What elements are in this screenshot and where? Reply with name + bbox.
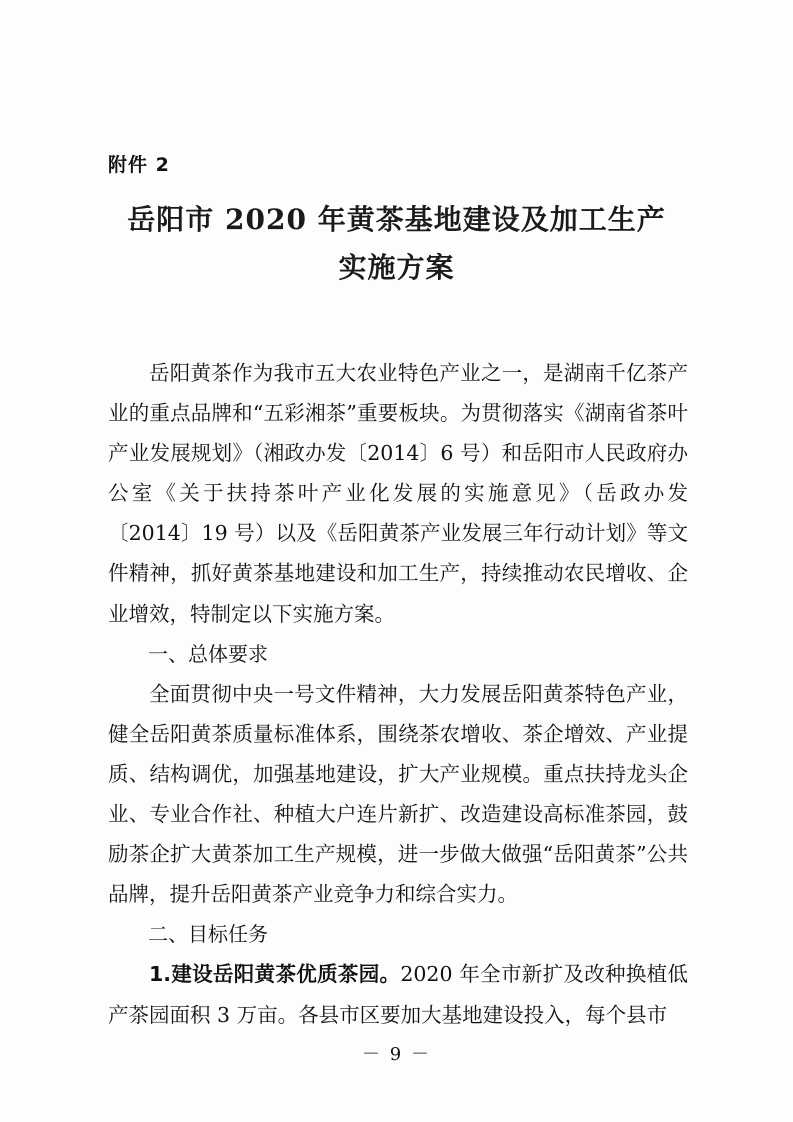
attachment-label: 附件 2 [108,154,170,176]
document-title-line-1: 岳阳市 2020 年黄茶基地建设及加工生产 [127,203,666,236]
intro-paragraph: 岳阳黄茶作为我市五大农业特色产业之一，是湖南千亿茶产业的重点品牌和“五彩湘茶”重要板块。为贯彻落实《湖南省茶叶产业发展规划》（湘政办发〔2014〕6 号）和岳阳市人民政府办公室《关于扶持茶叶产业化发展的实施意见》（岳政办发〔2014〕19 号）以及《岳阳黄茶产业发展三年行动计划》等文件精神，抓好黄茶基地建设和加工生产，持续推动农民增收、企业增效，特制定以下实施方案。 [108,361,688,626]
document-title-line-2: 实施方案 [338,251,455,284]
page-number: － 9 － [362,1044,431,1065]
document-body [108,353,688,1035]
general-requirements-paragraph: 全面贯彻中央一号文件精神，大力发展岳阳黄茶特色产业，健全岳阳黄茶质量标准体系，围绕茶农增收、茶企增效、产业提质、结构调优，加强基地建设，扩大产业规模。重点扶持龙头企业、专业合作社、种植大户连片新扩、改造建设高标准茶园，鼓励茶企扩大黄茶加工生产规模，进一步做大做强“岳阳黄茶”公共品牌，提升岳阳黄茶产业竞争力和综合实力。 [108,681,688,907]
target-task-item-1-text: 2020 年全市新扩及改种换植低产茶园面积 3 万亩。各县市区要加大基地建设投入，每个县市 [108,962,688,1027]
section-heading-general-requirements: 一、总体要求 [148,641,268,666]
section-heading-target-tasks: 二、目标任务 [148,922,268,947]
target-task-item-1 [108,954,688,1034]
target-task-item-1-lead: 1.建设岳阳黄茶优质茶园。 [149,962,401,987]
